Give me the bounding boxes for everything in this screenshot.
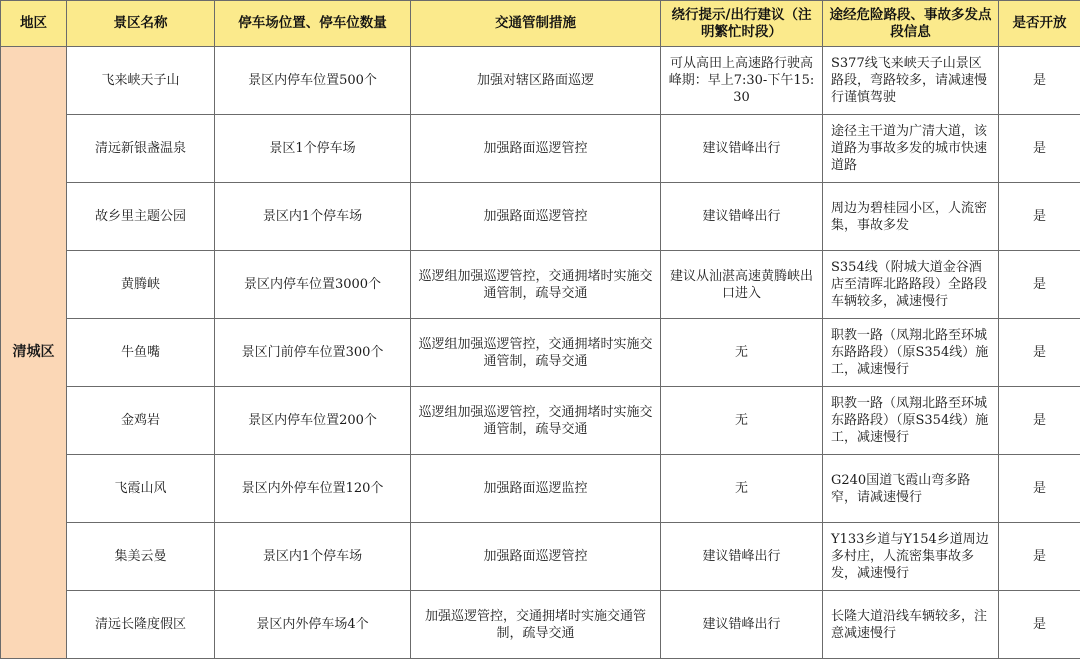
traffic-control-cell: 加强路面巡逻管控 — [411, 115, 661, 183]
table-row — [1, 455, 1080, 523]
open-status-cell: 是 — [999, 591, 1080, 659]
parking-cell: 景区门前停车位置300个 — [215, 319, 411, 387]
table-row — [1, 183, 1080, 251]
danger-section-cell: Y133乡道与Y154乡道周边多村庄，人流密集事故多发，减速慢行 — [823, 523, 999, 591]
header-traffic-control: 交通管制措施 — [411, 1, 661, 47]
scenic-name-cell: 清远新银盏温泉 — [67, 115, 215, 183]
table-row — [1, 319, 1080, 387]
detour-advice-cell: 无 — [661, 455, 823, 523]
header-scenic-name: 景区名称 — [67, 1, 215, 47]
danger-section-cell: S377线飞来峡天子山景区路段，弯路较多，请减速慢行谨慎驾驶 — [823, 47, 999, 115]
traffic-control-cell: 加强路面巡逻管控 — [411, 183, 661, 251]
danger-section-cell: S354线（附城大道金谷酒店至清晖北路路段）全路段车辆较多，减速慢行 — [823, 251, 999, 319]
parking-cell: 景区内停车位置200个 — [215, 387, 411, 455]
open-status-cell: 是 — [999, 115, 1080, 183]
scenic-name-cell: 飞霞山风 — [67, 455, 215, 523]
header-open-status: 是否开放 — [999, 1, 1080, 47]
danger-section-cell: 途径主干道为广清大道，该道路为事故多发的城市快速道路 — [823, 115, 999, 183]
open-status-cell: 是 — [999, 183, 1080, 251]
traffic-control-cell: 巡逻组加强巡逻管控，交通拥堵时实施交通管制，疏导交通 — [411, 319, 661, 387]
danger-section-cell: 职教一路（凤翔北路至环城东路路段）（原S354线）施工，减速慢行 — [823, 319, 999, 387]
open-status-cell: 是 — [999, 455, 1080, 523]
parking-cell: 景区1个停车场 — [215, 115, 411, 183]
detour-advice-cell: 可从高田上高速路行驶高峰期：早上7:30-下午15:30 — [661, 47, 823, 115]
traffic-control-cell: 巡逻组加强巡逻管控，交通拥堵时实施交通管制，疏导交通 — [411, 387, 661, 455]
danger-section-cell: 长隆大道沿线车辆较多，注意减速慢行 — [823, 591, 999, 659]
table-row — [1, 47, 1080, 115]
detour-advice-cell: 建议错峰出行 — [661, 591, 823, 659]
header-detour-advice: 绕行提示/出行建议（注明繁忙时段） — [661, 1, 823, 47]
parking-cell: 景区内停车位置500个 — [215, 47, 411, 115]
table-row — [1, 251, 1080, 319]
header-danger-sections: 途经危险路段、事故多发点段信息 — [823, 1, 999, 47]
header-row — [1, 1, 1080, 47]
scenic-name-cell: 黄腾峡 — [67, 251, 215, 319]
parking-cell: 景区内1个停车场 — [215, 523, 411, 591]
scenic-name-cell: 清远长隆度假区 — [67, 591, 215, 659]
parking-cell: 景区内停车位置3000个 — [215, 251, 411, 319]
detour-advice-cell: 无 — [661, 387, 823, 455]
traffic-control-cell: 加强巡逻管控，交通拥堵时实施交通管制，疏导交通 — [411, 591, 661, 659]
scenic-name-cell: 金鸡岩 — [67, 387, 215, 455]
open-status-cell: 是 — [999, 523, 1080, 591]
table-row — [1, 591, 1080, 659]
open-status-cell: 是 — [999, 47, 1080, 115]
detour-advice-cell: 建议错峰出行 — [661, 115, 823, 183]
detour-advice-cell: 建议错峰出行 — [661, 183, 823, 251]
scenic-name-cell: 故乡里主题公园 — [67, 183, 215, 251]
scenic-name-cell: 飞来峡天子山 — [67, 47, 215, 115]
detour-advice-cell: 建议错峰出行 — [661, 523, 823, 591]
parking-cell: 景区内1个停车场 — [215, 183, 411, 251]
danger-section-cell: 职教一路（凤翔北路至环城东路路段）（原S354线）施工，减速慢行 — [823, 387, 999, 455]
danger-section-cell: G240国道飞霞山弯多路窄，请减速慢行 — [823, 455, 999, 523]
header-region: 地区 — [1, 1, 67, 47]
scenic-name-cell: 集美云曼 — [67, 523, 215, 591]
parking-cell: 景区内外停车场4个 — [215, 591, 411, 659]
detour-advice-cell: 无 — [661, 319, 823, 387]
open-status-cell: 是 — [999, 319, 1080, 387]
danger-section-cell: 周边为碧桂园小区，人流密集，事故多发 — [823, 183, 999, 251]
detour-advice-cell: 建议从汕湛高速黄腾峡出口进入 — [661, 251, 823, 319]
traffic-control-cell: 巡逻组加强巡逻管控，交通拥堵时实施交通管制，疏导交通 — [411, 251, 661, 319]
table-row — [1, 387, 1080, 455]
table-row — [1, 523, 1080, 591]
header-parking: 停车场位置、停车位数量 — [215, 1, 411, 47]
parking-cell: 景区内外停车位置120个 — [215, 455, 411, 523]
scenic-name-cell: 牛鱼嘴 — [67, 319, 215, 387]
open-status-cell: 是 — [999, 251, 1080, 319]
traffic-control-cell: 加强路面巡逻管控 — [411, 523, 661, 591]
open-status-cell: 是 — [999, 387, 1080, 455]
table-row — [1, 115, 1080, 183]
region-cell: 清城区 — [1, 47, 67, 659]
traffic-control-cell: 加强路面巡逻监控 — [411, 455, 661, 523]
traffic-control-cell: 加强对辖区路面巡逻 — [411, 47, 661, 115]
